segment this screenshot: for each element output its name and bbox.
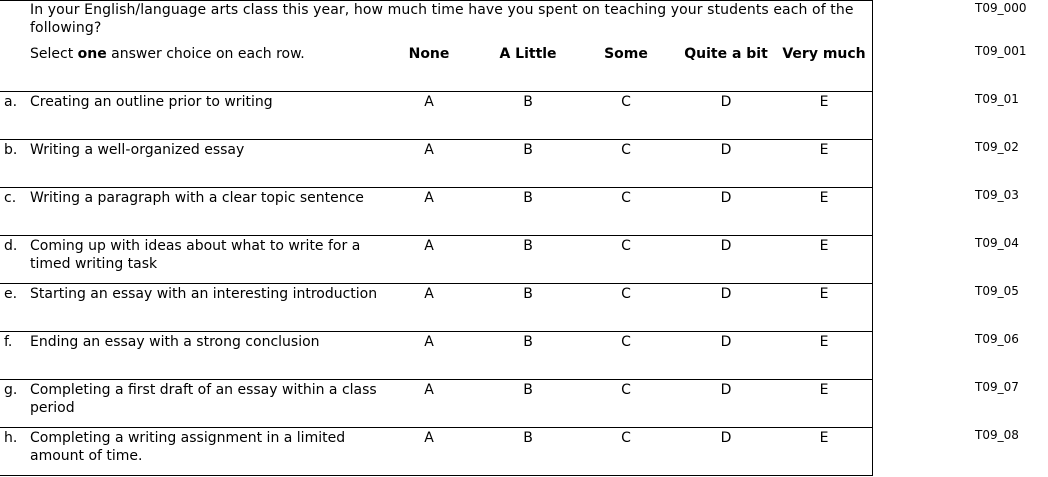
answer-option-quite-a-bit[interactable]: D — [720, 382, 732, 398]
survey-row — [0, 428, 873, 476]
answer-option-a-little[interactable]: B — [523, 334, 533, 350]
instruction-suffix: answer choice on each row. — [106, 46, 305, 62]
answer-option-some[interactable]: C — [621, 190, 631, 206]
survey-row — [0, 92, 873, 140]
instruction-emphasis: one — [77, 46, 107, 62]
answer-option-none[interactable]: A — [424, 286, 434, 302]
item-letter: f. — [4, 334, 13, 350]
answer-option-quite-a-bit[interactable]: D — [720, 238, 732, 254]
answer-option-none[interactable]: A — [424, 142, 434, 158]
answer-option-quite-a-bit[interactable]: D — [720, 286, 732, 302]
answer-option-very-much[interactable]: E — [819, 430, 829, 446]
answer-option-very-much[interactable]: E — [819, 238, 829, 254]
item-letter: b. — [4, 142, 18, 158]
answer-option-none[interactable]: A — [424, 190, 434, 206]
header-code: T09_000 — [975, 1, 1027, 15]
survey-row — [0, 188, 873, 236]
item-text: Starting an essay with an interesting introduction — [30, 286, 378, 302]
header-code: T09_001 — [975, 44, 1027, 58]
answer-option-very-much[interactable]: E — [819, 94, 829, 110]
answer-option-a-little[interactable]: B — [523, 238, 533, 254]
answer-option-very-much[interactable]: E — [819, 382, 829, 398]
answer-option-quite-a-bit[interactable]: D — [720, 430, 732, 446]
answer-option-none[interactable]: A — [424, 94, 434, 110]
survey-row — [0, 380, 873, 428]
answer-option-none[interactable]: A — [424, 382, 434, 398]
answer-option-some[interactable]: C — [621, 238, 631, 254]
answer-option-a-little[interactable]: B — [523, 142, 533, 158]
item-text: Creating an outline prior to writing — [30, 94, 273, 110]
item-code: T09_08 — [975, 428, 1019, 442]
answer-option-a-little[interactable]: B — [523, 430, 533, 446]
column-header-very-much: Very much — [782, 46, 866, 62]
instruction-text — [30, 45, 305, 63]
column-header-a-little: A Little — [499, 46, 557, 62]
answer-option-none[interactable]: A — [424, 238, 434, 254]
answer-option-quite-a-bit[interactable]: D — [720, 190, 732, 206]
item-text: Ending an essay with a strong conclusion — [30, 334, 320, 350]
answer-option-very-much[interactable]: E — [819, 286, 829, 302]
item-text: Writing a well-organized essay — [30, 142, 245, 158]
answer-option-quite-a-bit[interactable]: D — [720, 334, 732, 350]
item-text: Completing a first draft of an essay within a class period — [30, 382, 377, 416]
item-code: T09_02 — [975, 140, 1019, 154]
answer-option-very-much[interactable]: E — [819, 334, 829, 350]
item-text: Writing a paragraph with a clear topic sentence — [30, 190, 364, 206]
item-letter: a. — [4, 94, 18, 110]
column-header-none: None — [408, 46, 450, 62]
answer-option-very-much[interactable]: E — [819, 190, 829, 206]
item-letter: e. — [4, 286, 18, 302]
instruction-prefix: Select — [30, 46, 78, 62]
answer-option-some[interactable]: C — [621, 94, 631, 110]
column-header-some: Some — [604, 46, 648, 62]
item-code: T09_03 — [975, 188, 1019, 202]
answer-option-a-little[interactable]: B — [523, 94, 533, 110]
question-text: In your English/language arts class this year, how much time have you spent on teaching your students each of the following? — [30, 2, 854, 36]
answer-option-a-little[interactable]: B — [523, 286, 533, 302]
answer-option-quite-a-bit[interactable]: D — [720, 142, 732, 158]
answer-option-some[interactable]: C — [621, 382, 631, 398]
item-letter: d. — [4, 238, 18, 254]
answer-option-very-much[interactable]: E — [819, 142, 829, 158]
answer-option-some[interactable]: C — [621, 430, 631, 446]
answer-option-quite-a-bit[interactable]: D — [720, 94, 732, 110]
answer-option-none[interactable]: A — [424, 430, 434, 446]
item-text: Completing a writing assignment in a limited amount of time. — [30, 430, 346, 464]
item-code: T09_04 — [975, 236, 1019, 250]
answer-option-a-little[interactable]: B — [523, 382, 533, 398]
item-code: T09_05 — [975, 284, 1019, 298]
answer-option-none[interactable]: A — [424, 334, 434, 350]
item-letter: c. — [4, 190, 17, 206]
answer-option-some[interactable]: C — [621, 286, 631, 302]
survey-row — [0, 140, 873, 188]
item-letter: g. — [4, 382, 18, 398]
answer-option-some[interactable]: C — [621, 142, 631, 158]
item-code: T09_06 — [975, 332, 1019, 346]
survey-row — [0, 236, 873, 284]
survey-row — [0, 332, 873, 380]
item-code: T09_01 — [975, 92, 1019, 106]
answer-option-a-little[interactable]: B — [523, 190, 533, 206]
survey-row — [0, 284, 873, 332]
item-letter: h. — [4, 430, 18, 446]
item-code: T09_07 — [975, 380, 1019, 394]
column-header-quite-a-bit: Quite a bit — [684, 46, 768, 62]
item-text: Coming up with ideas about what to write for a timed writing task — [30, 238, 361, 272]
answer-option-some[interactable]: C — [621, 334, 631, 350]
table-header — [0, 0, 873, 92]
